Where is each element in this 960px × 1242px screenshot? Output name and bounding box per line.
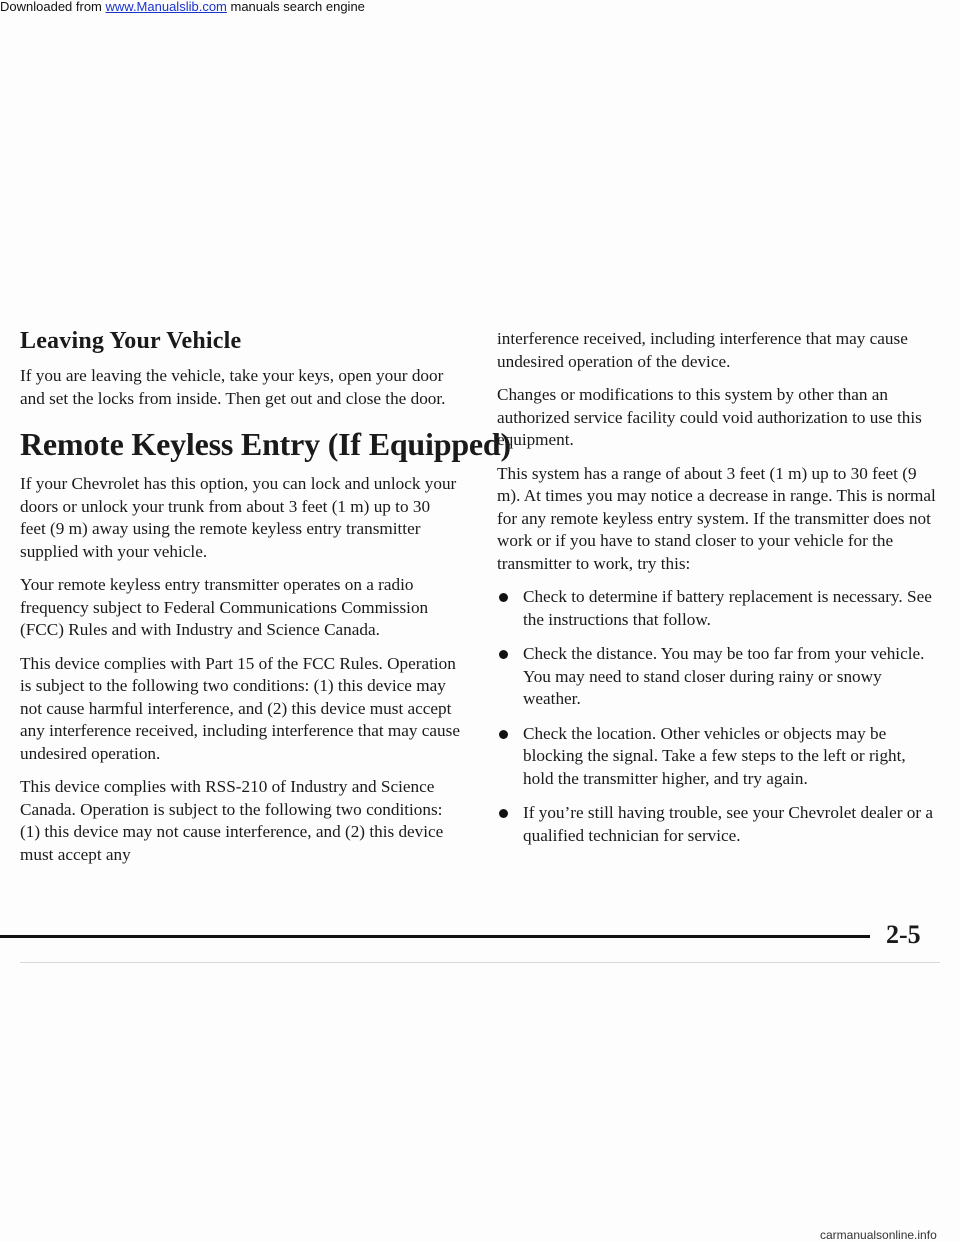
leaving-vehicle-heading: Leaving Your Vehicle (20, 328, 242, 354)
list-item-text: Check to determine if battery replacement is necessary. See the instructions that follow. (523, 587, 932, 629)
paragraph: Changes or modifications to this system by other than an authorized service facility could void authorization to use this equipment. (497, 385, 922, 449)
paragraph: interference received, including interference that may cause undesired operation of the device. (497, 329, 908, 371)
manualslib-link[interactable]: www.Manualslib.com (105, 0, 227, 14)
footer-divider (0, 935, 870, 938)
leaving-vehicle-paragraph: If you are leaving the vehicle, take your keys, open your door and set the locks from inside. Then get out and close the door. (20, 366, 446, 408)
paragraph: If your Chevrolet has this option, you can lock and unlock your doors or unlock your trunk from about 3 feet (1 m) up to 30 feet (9 m) away using the remote keyless entry transmitter supplied with your vehicle. (20, 474, 457, 561)
paragraph: Your remote keyless entry transmitter operates on a radio frequency subject to Federal Communications Commission (FCC) Rules and with Industry and Science Canada. (20, 575, 429, 639)
remote-keyless-entry-title: Remote Keyless Entry (If Equipped) (20, 426, 511, 462)
list-item-text: Check the location. Other vehicles or objects may be blocking the signal. Take a few steps to the left or right, hold the transmitter higher, and try again. (523, 723, 906, 788)
thin-divider (20, 962, 940, 963)
page-number: 2-5 (886, 920, 921, 949)
bullet-icon (499, 730, 508, 739)
right-column (497, 328, 937, 859)
paragraph: This device complies with RSS-210 of Industry and Science Canada. Operation is subject to the following two conditions: (1) this device may not cause interference, and (2) this device must accept any (20, 777, 444, 864)
left-column (20, 328, 511, 877)
troubleshooting-list (497, 586, 937, 847)
banner-suffix: manuals search engine (226, 0, 365, 14)
paragraph: This system has a range of about 3 feet (1 m) up to 30 feet (9 m). At times you may notice a decrease in range. This is normal for any remote keyless entry system. If the transmitter does not work or if you have to stand closer to your vehicle for the transmitter to work, try this: (497, 463, 936, 573)
list-item-text: If you’re still having trouble, see your Chevrolet dealer or a qualified technician for service. (523, 803, 933, 845)
download-banner (0, 0, 365, 14)
watermark: carmanualsonline.info (820, 1228, 937, 1242)
list-item (497, 586, 937, 631)
list-item (497, 802, 937, 847)
list-item (497, 723, 937, 791)
bullet-icon (499, 809, 508, 818)
bullet-icon (499, 650, 508, 659)
paragraph: This device complies with Part 15 of the FCC Rules. Operation is subject to the following two conditions: (1) this device may not cause harmful interference, and (2) this device must accept any interference received, including interference that may cause undesired operation. (20, 653, 460, 763)
list-item (497, 643, 937, 711)
bullet-icon (499, 593, 508, 602)
list-item-text: Check the distance. You may be too far from your vehicle. You may need to stand closer during rainy or snowy weather. (523, 644, 925, 708)
banner-prefix: Downloaded from (0, 0, 106, 14)
